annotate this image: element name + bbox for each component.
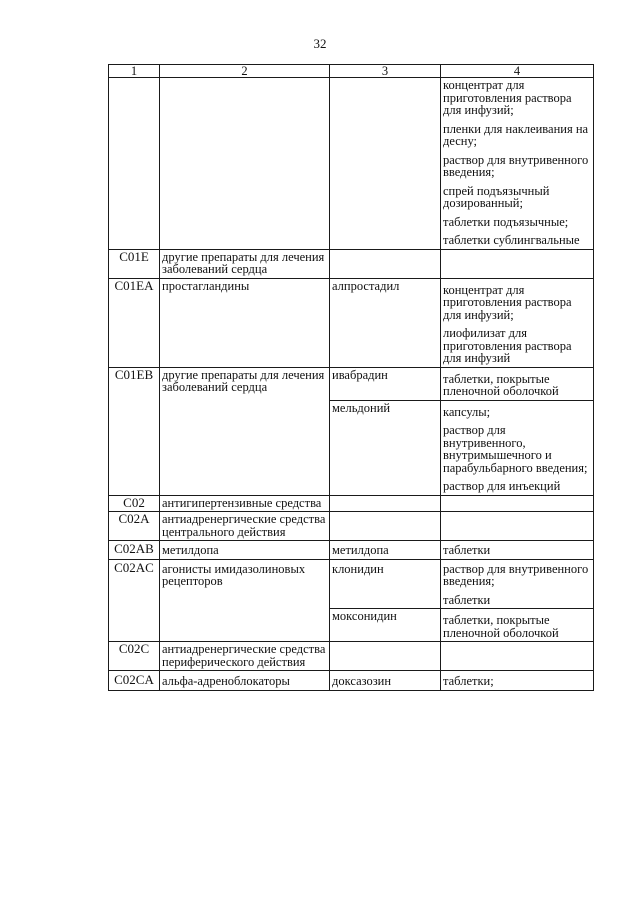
dosage-form: капсулы; [443,404,491,419]
group-name-cell: простагландины [160,278,330,367]
drug-name-cell [330,78,441,250]
column-header-3: 3 [330,65,441,78]
table-row [109,559,594,609]
atc-code-cell: C01EA [109,278,160,367]
dosage-forms-cell [441,495,594,512]
dosage-form: раствор для внутривенного введения; [443,561,589,588]
dosage-forms-cell [441,609,594,642]
group-name-cell: другие препараты для лечения заболеваний сердца [160,249,330,278]
drug-name-cell [330,512,441,541]
dosage-forms-cell [441,642,594,671]
dosage-form: спрей подъязычный дозированный; [443,183,550,210]
group-name-cell: метилдопа [160,541,330,560]
drug-name-cell: доксазозин [330,671,441,691]
dosage-forms-cell [441,559,594,609]
table-row [109,512,594,541]
table-row [109,541,594,560]
dosage-form: пленки для наклеивания на десну; [443,121,589,148]
dosage-form: раствор для инъекций [443,479,561,493]
dosage-forms-cell [441,512,594,541]
group-name-cell: антигипертензивные средства [160,495,330,512]
dosage-form: таблетки, покрытые пленочной оболочкой [443,371,559,398]
dosage-forms-cell [441,541,594,560]
atc-code-cell: C02A [109,512,160,541]
table-row [109,367,594,400]
atc-code-cell: C01E [109,249,160,278]
column-header-1: 1 [109,65,160,78]
drug-name-cell [330,249,441,278]
header-row [109,65,594,78]
dosage-forms-cell [441,78,594,250]
group-name-cell [160,78,330,250]
drug-name-cell: метилдопа [330,541,441,560]
atc-code-cell: C01EB [109,367,160,495]
dosage-forms-cell [441,278,594,367]
group-name-cell: другие препараты для лечения заболеваний сердца [160,367,330,495]
dosage-form: таблетки [443,543,491,557]
group-name-cell: агонисты имидазолиновых рецепторов [160,559,330,642]
dosage-forms-cell [441,400,594,495]
column-header-2: 2 [160,65,330,78]
atc-code-cell: C02AB [109,541,160,560]
drug-name-cell: мельдоний [330,400,441,495]
atc-code-cell: C02AC [109,559,160,642]
group-name-cell: альфа-адреноблокаторы [160,671,330,691]
dosage-form: раствор для внутривенного введения; [443,152,589,179]
drug-table [108,64,594,691]
table-row [109,78,594,250]
group-name-cell: антиадренергические средства центрального действия [160,512,330,541]
column-header-4: 4 [441,65,594,78]
table-row [109,671,594,691]
dosage-form: лиофилизат для приготовления раствора для инфузий [443,326,572,365]
atc-code-cell: C02 [109,495,160,512]
drug-name-cell: ивабрадин [330,367,441,400]
page-number: 32 [313,36,327,51]
atc-code-cell [109,78,160,250]
drug-name-cell: алпростадил [330,278,441,367]
dosage-form: таблетки, покрытые пленочной оболочкой [443,613,559,640]
dosage-form: раствор для внутривенного, внутримышечного и парабульбарного введения; [443,423,588,475]
drug-name-cell: моксонидин [330,609,441,642]
dosage-forms-cell [441,249,594,278]
drug-name-cell [330,495,441,512]
dosage-form: концентрат для приготовления раствора для инфузий; [443,78,572,117]
dosage-forms-cell [441,671,594,691]
table-row [109,278,594,367]
dosage-form: таблетки [443,592,491,607]
dosage-forms-cell [441,367,594,400]
dosage-form: таблетки; [443,674,494,688]
drug-name-cell [330,642,441,671]
group-name-cell: антиадренергические средства периферического действия [160,642,330,671]
atc-code-cell: C02C [109,642,160,671]
dosage-form: концентрат для приготовления раствора для инфузий; [443,282,572,322]
drug-name-cell: клонидин [330,559,441,609]
atc-code-cell: C02CA [109,671,160,691]
dosage-form: таблетки сублингвальные [443,233,580,247]
table-row [109,495,594,512]
table-row [109,642,594,671]
dosage-form: таблетки подъязычные; [443,214,569,229]
table-row [109,249,594,278]
